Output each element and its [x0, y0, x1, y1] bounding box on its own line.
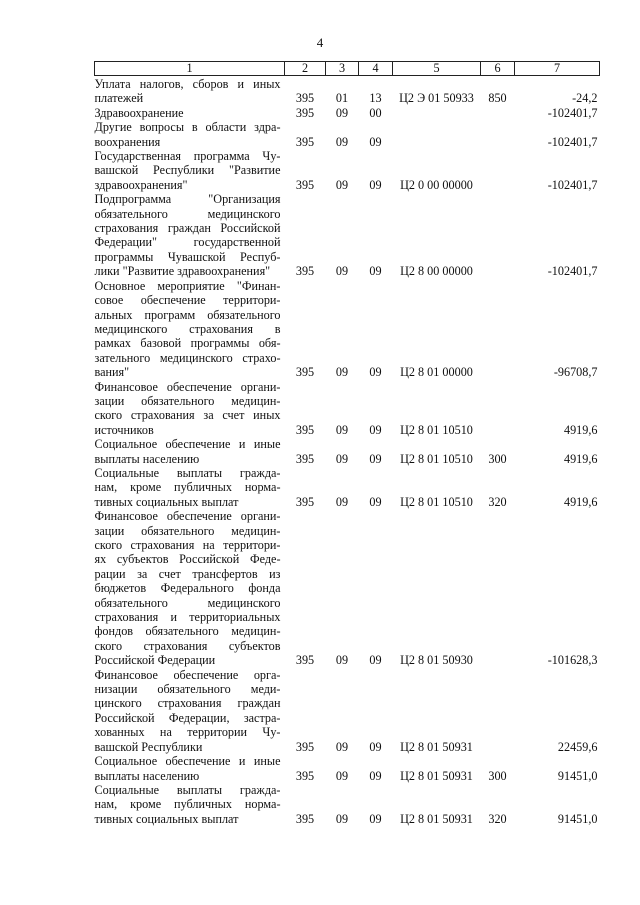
row-name-line: Российской Федерации	[94, 653, 216, 668]
chapter-code: 395	[295, 422, 315, 437]
table-row	[95, 437, 600, 466]
table-row	[95, 149, 600, 192]
chapter-code: 395	[295, 451, 315, 466]
row-name-line: Финансовое обеспечение органи-	[94, 379, 281, 394]
row-name-line: Социальное обеспечение и иные	[94, 437, 281, 452]
row-name-line: рации за счет трансфертов из	[94, 566, 281, 581]
row-name-line: низации обязательного меди-	[94, 682, 281, 697]
page-number: 4	[316, 35, 324, 50]
row-name-line: Российской Федерации, застра-	[94, 710, 281, 725]
row-name	[95, 149, 285, 192]
subsection-code: 09	[369, 365, 382, 380]
row-name-line: здравоохранения"	[94, 177, 188, 192]
subsection-code: 09	[369, 422, 382, 437]
row-name-line: Государственная программа Чу-	[94, 149, 281, 164]
target-article-code: Ц2 8 01 50931	[400, 811, 473, 826]
expense-type-code: 300	[488, 451, 507, 466]
row-name-line: Подпрограмма "Организация	[94, 192, 281, 207]
amount-value: 4919,6	[563, 451, 598, 466]
column-header: 1	[95, 62, 285, 76]
target-article-code	[393, 106, 481, 120]
row-name-line: вашской Республики	[94, 739, 203, 754]
column-header: 6	[481, 62, 515, 76]
column-header: 4	[359, 62, 393, 76]
amount-value: -102401,7	[547, 105, 598, 120]
column-header: 7	[515, 62, 600, 76]
row-name-line: медицинского страхования в	[94, 321, 281, 336]
row-name-line: Основное мероприятие "Финан-	[94, 278, 281, 293]
chapter-code: 395	[295, 494, 315, 509]
row-name	[95, 509, 285, 667]
chapter-code: 395	[295, 365, 315, 380]
row-name-line: ского страхования субъектов	[94, 638, 281, 653]
table-row	[95, 783, 600, 826]
subsection-code: 00	[369, 105, 382, 120]
row-name-line: зации обязательного медицин-	[94, 523, 281, 538]
row-name-line: источников	[94, 422, 154, 437]
row-name-line: бюджетов Федерального фонда	[94, 581, 281, 596]
row-name	[95, 754, 285, 783]
chapter-code: 395	[295, 811, 315, 826]
table-row	[95, 509, 600, 667]
chapter-code: 395	[295, 91, 315, 106]
subsection-code: 09	[369, 811, 382, 826]
section-code: 09	[335, 451, 349, 466]
subsection-code: 09	[369, 494, 382, 509]
chapter-code: 395	[295, 177, 315, 192]
table-row	[95, 76, 600, 106]
subsection-code: 09	[369, 134, 382, 149]
subsection-code: 09	[369, 451, 382, 466]
amount-value: -102401,7	[547, 264, 598, 279]
expense-type-code: 320	[488, 811, 507, 826]
row-name-line: обязательного медицинского	[94, 206, 281, 221]
row-name	[95, 380, 285, 438]
row-name-line: вания"	[94, 365, 130, 380]
expense-type-code	[481, 668, 515, 754]
row-name-line: рамках базовой программы обя-	[94, 336, 281, 351]
row-name-line: Здравоохранение	[94, 105, 184, 120]
target-article-code: Ц2 8 01 50930	[400, 653, 473, 668]
row-name-line: страхования и территориальных	[94, 610, 281, 625]
expense-type-code: 300	[488, 768, 507, 783]
row-name	[95, 192, 285, 278]
row-name-line: ях субъектов Российской Феде-	[94, 552, 281, 567]
row-name-line: страхования граждан Российской	[94, 221, 281, 236]
subsection-code: 09	[369, 177, 382, 192]
section-code: 09	[335, 494, 349, 509]
expense-type-code	[481, 279, 515, 380]
table-row	[95, 754, 600, 783]
amount-value: 91451,0	[557, 768, 598, 783]
expense-type-code	[481, 380, 515, 438]
row-name	[95, 437, 285, 466]
amount-value: -101628,3	[547, 653, 598, 668]
column-header: 3	[326, 62, 359, 76]
subsection-code: 09	[369, 264, 382, 279]
row-name-line: лики "Развитие здравоохранения"	[94, 264, 271, 279]
row-name-line: Социальное обеспечение и иные	[94, 754, 281, 769]
amount-value: 4919,6	[563, 422, 598, 437]
row-name-line: Другие вопросы в области здра-	[94, 120, 281, 135]
section-code: 09	[335, 653, 349, 668]
row-name-line: выплаты населению	[94, 768, 200, 783]
expense-type-code	[481, 509, 515, 667]
target-article-code: Ц2 8 01 10510	[400, 451, 473, 466]
amount-value: -24,2	[572, 91, 598, 106]
row-name	[95, 466, 285, 509]
subsection-code: 09	[369, 739, 382, 754]
subsection-code: 09	[369, 768, 382, 783]
row-name-line: нам, кроме публичных норма-	[94, 797, 281, 812]
chapter-code: 395	[295, 739, 315, 754]
section-code: 09	[335, 811, 349, 826]
target-article-code: Ц2 0 00 00000	[400, 177, 473, 192]
row-name-line: ского страхования за счет иных	[94, 408, 281, 423]
section-code: 09	[335, 105, 349, 120]
section-code: 09	[335, 768, 349, 783]
subsection-code: 09	[369, 653, 382, 668]
section-code: 09	[335, 134, 349, 149]
row-name-line: совое обеспечение территори-	[94, 293, 281, 308]
target-article-code: Ц2 Э 01 50933	[399, 91, 474, 106]
amount-value: 91451,0	[557, 811, 598, 826]
row-name-line: Финансовое обеспечение орга-	[94, 667, 281, 682]
row-name	[95, 279, 285, 380]
table-row	[95, 380, 600, 438]
chapter-code: 395	[295, 264, 315, 279]
amount-value: -102401,7	[547, 134, 598, 149]
budget-table	[94, 61, 600, 826]
amount-value: 22459,6	[557, 739, 598, 754]
expense-type-code	[481, 120, 515, 149]
row-name-line: вашской Республики "Развитие	[94, 163, 281, 178]
chapter-code: 395	[295, 105, 315, 120]
row-name-line: выплаты населению	[94, 451, 200, 466]
table-row	[95, 120, 600, 149]
row-name-line: зации обязательного медицин-	[94, 393, 281, 408]
row-name	[95, 783, 285, 826]
target-article-code	[393, 120, 481, 149]
expense-type-code: 320	[488, 494, 507, 509]
target-article-code: Ц2 8 01 50931	[400, 739, 473, 754]
section-code: 01	[335, 91, 349, 106]
expense-type-code	[481, 106, 515, 120]
row-name	[95, 668, 285, 754]
expense-type-code	[481, 149, 515, 192]
expense-type-code: 850	[488, 91, 507, 106]
table-header-row	[95, 62, 600, 76]
row-name-line: нам, кроме публичных норма-	[94, 480, 281, 495]
row-name-line: тивных социальных выплат	[94, 494, 239, 509]
column-header: 2	[285, 62, 326, 76]
row-name-line: Финансовое обеспечение органи-	[94, 509, 281, 524]
chapter-code: 395	[295, 134, 315, 149]
row-name-line: хованных на территории Чу-	[94, 725, 281, 740]
row-name	[95, 120, 285, 149]
table-row	[95, 106, 600, 120]
amount-value: 4919,6	[563, 494, 598, 509]
target-article-code: Ц2 8 01 10510	[400, 494, 473, 509]
chapter-code: 395	[295, 653, 315, 668]
amount-value: -96708,7	[553, 365, 598, 380]
row-name-line: ского страхования на территори-	[94, 538, 281, 552]
subsection-code: 13	[369, 91, 382, 106]
target-article-code: Ц2 8 01 00000	[400, 365, 473, 380]
row-name-line: зательного медицинского страхо-	[94, 350, 281, 365]
row-name-line: Уплата налогов, сборов и иных	[94, 77, 281, 91]
row-name-line: фондов обязательного медицин-	[94, 624, 281, 639]
table-row	[95, 668, 600, 754]
row-name-line: альных программ обязательного	[94, 307, 281, 322]
row-name-line: тивных социальных выплат	[94, 811, 239, 826]
table-row	[95, 192, 600, 278]
target-article-code: Ц2 8 01 10510	[400, 422, 473, 437]
row-name-line: Социальные выплаты гражда-	[94, 782, 281, 797]
row-name-line: программы Чувашской Респуб-	[94, 249, 281, 264]
row-name-line: обязательного медицинского	[94, 595, 281, 610]
row-name-line: Федерации" государственной	[94, 235, 281, 250]
section-code: 09	[335, 739, 349, 754]
row-name	[95, 76, 285, 106]
row-name-line: платежей	[94, 91, 144, 106]
target-article-code: Ц2 8 01 50931	[400, 768, 473, 783]
row-name-line: Социальные выплаты гражда-	[94, 465, 281, 480]
expense-type-code	[481, 192, 515, 278]
table-row	[95, 279, 600, 380]
column-header: 5	[393, 62, 481, 76]
section-code: 09	[335, 264, 349, 279]
row-name-line: цинского страхования граждан	[94, 696, 281, 711]
section-code: 09	[335, 422, 349, 437]
target-article-code: Ц2 8 00 00000	[400, 264, 473, 279]
table-row	[95, 466, 600, 509]
section-code: 09	[335, 365, 349, 380]
chapter-code: 395	[295, 768, 315, 783]
row-name-line: воохранения	[94, 134, 161, 149]
section-code: 09	[335, 177, 349, 192]
amount-value: -102401,7	[547, 177, 598, 192]
row-name	[95, 106, 285, 120]
